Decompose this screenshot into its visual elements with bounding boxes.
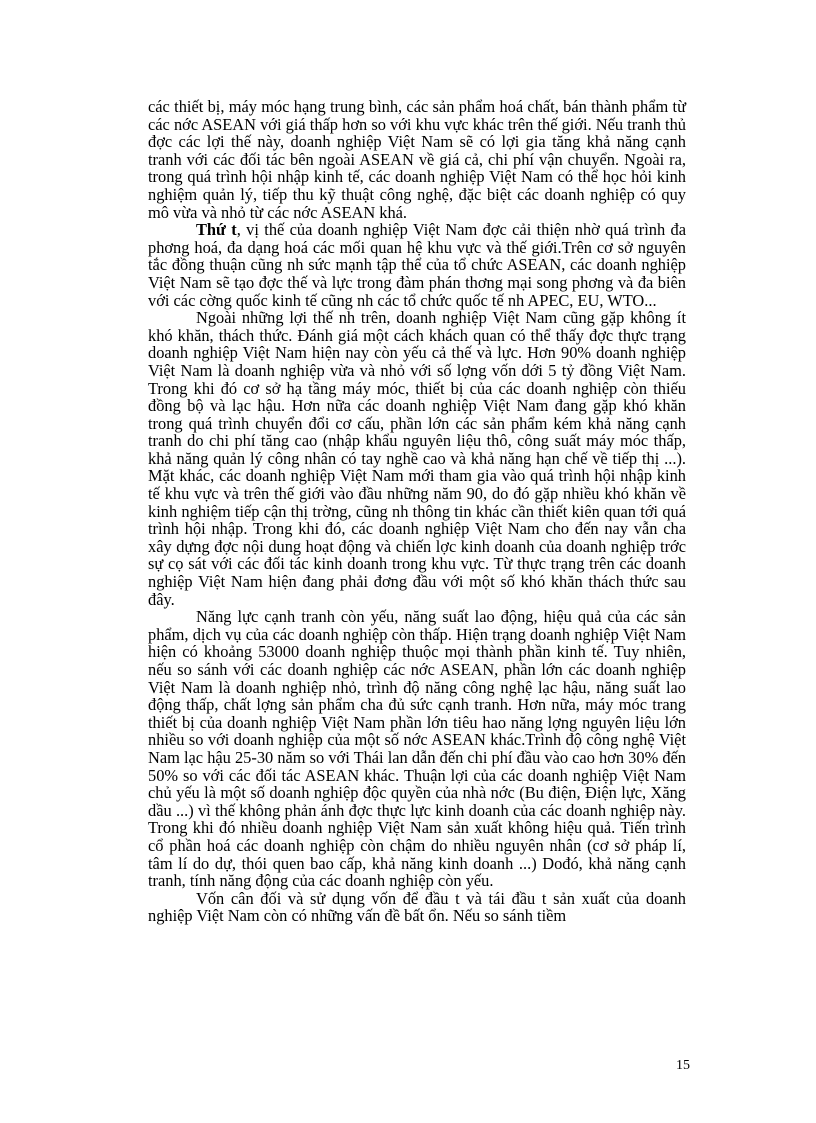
- page-number: 15: [676, 1058, 690, 1073]
- paragraph-3: [148, 309, 686, 608]
- paragraph-2: [148, 221, 686, 309]
- paragraph-2-text: , vị thế của doanh nghiệp Việt Nam đợc cải thiện nhờ quá trình đa phơng hoá, đa dạng hoá các mối quan hệ khu vực và thế giới.Trên cơ sở nguyên tắc đồng thuận cũng nh sức mạnh tập thể của tổ chức ASEAN, các doanh nghiệp Việt Nam sẽ tạo đợc thế và lực trong đàm phán thơng mại song phơng và đa biên với các cờng quốc kinh tế cũng nh các tổ chức quốc tế nh APEC, EU, WTO...: [148, 220, 686, 310]
- paragraph-5-text: Vốn cân đối và sử dụng vốn để đầu t và tái đầu t sản xuất của doanh nghiệp Việt Nam còn có những vấn đề bất ổn. Nếu so sánh tiềm: [148, 888, 686, 926]
- paragraph-3-text: Ngoài những lợi thế nh trên, doanh nghiệp Việt Nam cũng gặp không ít khó khăn, thách thức. Đánh giá một cách khách quan có thể thấy đợc thực trạng doanh nghiệp Việt Nam hiện nay còn yếu cả thế và lực. Hơn 90% doanh nghiệp Việt Nam là doanh nghiệp vừa và nhỏ với số lợng vốn dới 5 tỷ đồng Việt Nam. Trong khi đó cơ sở hạ tầng máy móc, thiết bị của các doanh nghiệp còn thiếu đồng bộ và lạc hậu. Hơn nữa các doanh nghiệp Việt Nam đang gặp khó khăn trong quá trình chuyển đổi cơ cấu, phần lớn các sản phẩm kém khả năng cạnh tranh do chi phí tăng cao (nhập khẩu nguyên liệu thô, công suất máy móc thấp, khả năng quản lý công nhân có tay nghề cao và khả năng hạn chế về tiếp thị ...). Mặt khác, các doanh nghiệp Việt Nam mới tham gia vào quá trình hội nhập kinh tế khu vực và trên thế giới vào đầu những năm 90, do đó gặp nhiều khó khăn về kinh nghiệm tiếp cận thị trờng, cũng nh thông tin khác cần thiết kiên quan tới quá trình hội nhập. Trong khi đó, các doanh nghiệp Việt Nam cho đến nay vẫn cha xây dựng đợc nội dung hoạt động và chiến lợc kinh doanh của doanh nghiệp trớc sự cọ sát với các đối tác kinh doanh trong khu vực. Từ thực trạng trên các doanh nghiệp Việt Nam hiện đang phải đơng đầu với một số khó khăn thách thức sau đây.: [148, 308, 686, 609]
- paragraph-5: [148, 890, 686, 925]
- body-text: [148, 98, 686, 925]
- paragraph-4: [148, 608, 686, 890]
- paragraph-4-text: Năng lực cạnh tranh còn yếu, năng suất lao động, hiệu quả của các sản phẩm, dịch vụ của các doanh nghiệp còn thấp. Hiện trạng doanh nghiệp Việt Nam hiện có khoảng 53000 doanh nghiệp thuộc mọi thành phần kinh tế. Tuy nhiên, nếu so sánh với các doanh nghiệp các nớc ASEAN, phần lớn các doanh nghiệp Việt Nam là doanh nghiệp nhỏ, trình độ năng công nghệ lạc hậu, năng suất lao động thấp, chất lợng sản phẩm cha đủ sức cạnh tranh. Hơn nữa, máy móc trang thiết bị của doanh nghiệp Việt Nam phần lớn tiêu hao năng lợng nguyên liệu lớn nhiều so với doanh nghiệp của một số nớc ASEAN khác.Trình độ công nghệ Việt Nam lạc hậu 25-30 năm so với Thái lan dẫn đến chi phí đầu vào cao hơn 30% đến 50% so với các đối tác ASEAN khác. Thuận lợi của các doanh nghiệp Việt Nam chủ yếu là một số doanh nghiệp độc quyền của nhà nớc (Bu điện, Điện lực, Xăng dầu ...) vì thế không phản ánh đợc thực lực kinh doanh của các doanh nghiệp này. Trong khi đó nhiều doanh nghiệp Việt Nam sản xuất không hiệu quả. Tiến trình cổ phần hoá các doanh nghiệp còn chậm do nhiều nguyên nhân (cơ sở pháp lí, tâm lí do dự, thói quen bao cấp, khả năng kinh doanh ...) Dođó, khả năng cạnh tranh, tính năng động của các doanh nghiệp còn yếu.: [148, 607, 686, 891]
- paragraph-1: [148, 98, 686, 221]
- paragraph-1-text: các thiết bị, máy móc hạng trung bình, các sản phẩm hoá chất, bán thành phẩm từ các nớc ASEAN với giá thấp hơn so với khu vực khác trên thế giới. Nếu tranh thủ đợc các lợi thế này, doanh nghiệp Việt Nam sẽ có lợi gia tăng khả năng cạnh tranh với các đối tác bên ngoài ASEAN về giá cả, chi phí vận chuyển. Ngoài ra, trong quá trình hội nhập kinh tế, các doanh nghiệp Việt Nam có thể học hỏi kinh nghiệm quản lý, tiếp thu kỹ thuật công nghệ, đặc biệt các doanh nghiệp có quy mô vừa và nhỏ từ các nớc ASEAN khá.: [148, 97, 686, 222]
- paragraph-2-lead: Thứ t: [196, 220, 237, 240]
